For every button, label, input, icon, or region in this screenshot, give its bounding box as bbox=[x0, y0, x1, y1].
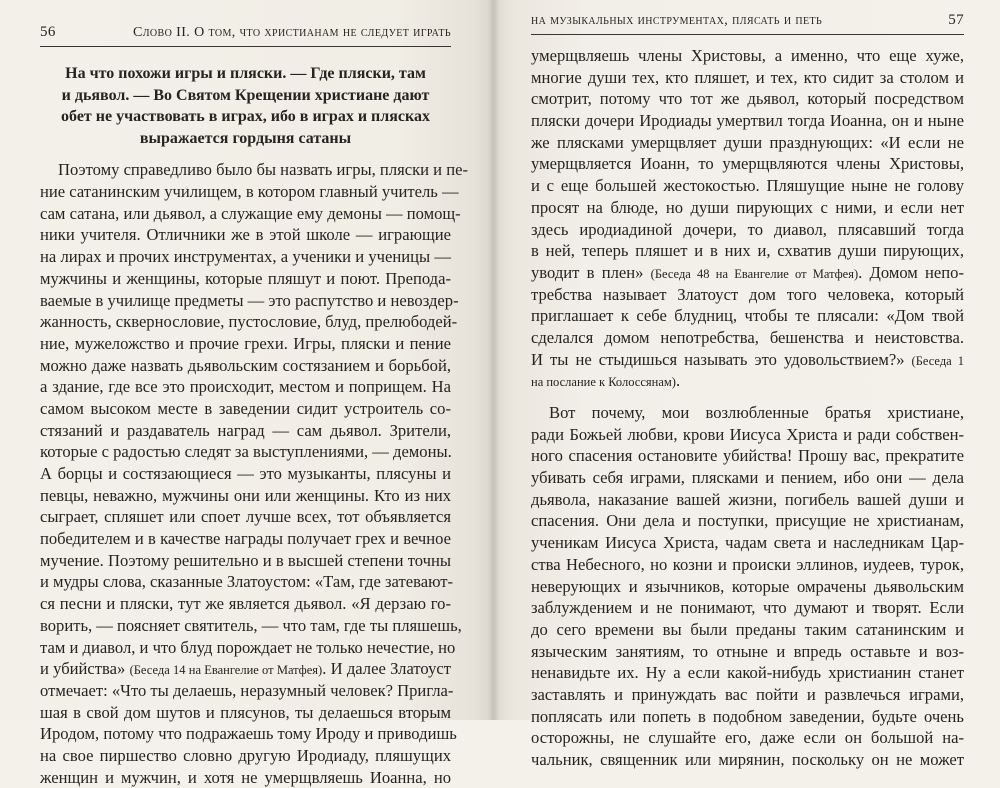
text-line: неверующих и язычников, которые омрачены дьявольским bbox=[531, 576, 964, 596]
text-line: ся песни и пляски, тут же является дьявол. «Я дерзаю го- bbox=[40, 594, 451, 614]
text-fragment: И ты не стыдишься называть это удовольствием?» bbox=[531, 349, 905, 369]
text-line: ненавидьте их. Ну а если какой-нибудь христианин станет bbox=[531, 663, 964, 683]
section-heading bbox=[48, 63, 443, 149]
right-running-title: на музыкальных инструментах, плясать и петь bbox=[531, 13, 823, 28]
text-line: Поэтому справедливо было бы назвать игры, пляски и пе- bbox=[58, 160, 468, 180]
text-line: и мудры слова, сказанные Златоустом: «Там, где затевают- bbox=[40, 572, 454, 592]
text-line: мужчины и женщины, которые пляшут и поют. Препода- bbox=[40, 268, 451, 288]
text-line: убивать себя играми, плясками и пением, ибо они — дела bbox=[531, 468, 964, 488]
text-line: сыграет, спляшет или споет лучше всех, тот объявляется bbox=[40, 507, 451, 527]
text-line: победителем и в качестве награды получает грех и вечное bbox=[40, 529, 451, 549]
text-line: Вот почему, мои возлюбленные братья христиане, bbox=[549, 403, 964, 422]
text-line-with-reference bbox=[531, 349, 964, 371]
left-body-text bbox=[40, 159, 468, 788]
text-fragment: уводит в плен» bbox=[531, 262, 644, 282]
right-page-number: 57 bbox=[948, 12, 964, 28]
text-line: требства называет Златоуст дом того человека, который bbox=[531, 284, 964, 304]
citation-line bbox=[531, 370, 964, 392]
text-line: ние, мужеложство и прочие грехи. Игры, пляски и пение bbox=[40, 333, 451, 353]
heading-line: обет не участвовать в играх, ибо в играх и плясках bbox=[61, 108, 430, 126]
text-line: на свое пиршество словно другую Иродиаду, пляшущих bbox=[40, 745, 451, 765]
text-line: ного спасения остановите убийства! Прошу вас, прекратите bbox=[531, 446, 964, 466]
citation-reference: на послание к Колоссянам) bbox=[531, 375, 676, 390]
text-line: сам сатана, или дьявол, а служащие ему демоны — помощ- bbox=[40, 203, 461, 223]
text-fragment: . bbox=[675, 371, 681, 391]
text-line: ворить, — поясняет святитель, — что там, где ты пляшешь, bbox=[40, 615, 462, 635]
left-running-head bbox=[40, 24, 451, 47]
heading-line: На что похожи игры и пляски. — Где пляски, там bbox=[65, 65, 426, 82]
right-body-text bbox=[531, 45, 964, 771]
heading-line: и дьявол. — Во Святом Крещении христиане дают bbox=[61, 86, 430, 104]
text-line: певцы, неважно, мужчины они или женщины. Кто из них bbox=[40, 485, 451, 505]
text-line: заблуждением и не понимают, что думают и творят. Если bbox=[531, 598, 964, 618]
text-line-with-reference bbox=[531, 262, 964, 284]
text-line: чальник, священник или мирянин, поскольку он не может bbox=[531, 750, 964, 769]
text-line: стязаний и раздаватель наград — сам дьявол. Зрители, bbox=[40, 420, 451, 440]
citation-reference: (Беседа 14 на Евангелие от Матфея) bbox=[129, 663, 323, 678]
text-line: ники учителя. Отличники же в этой школе — играющие bbox=[40, 225, 451, 245]
text-line: до сего времени вы были преданы таким сатанинским и bbox=[531, 619, 964, 639]
text-line: можно даже назвать дьявольским состязанием и борьбой, bbox=[40, 355, 451, 375]
text-line: осторожны, не слушайте его, даже если он большой на- bbox=[531, 728, 964, 748]
paragraph-gap bbox=[531, 392, 964, 402]
text-line: умерщвляется Иоанн, то умерщвляются члены Христовы, bbox=[531, 154, 964, 174]
text-line: умерщвляешь члены Христовы, а именно, что еще хуже, bbox=[531, 46, 964, 65]
text-line: ради Божьей любви, крови Иисуса Христа и ради собствен- bbox=[531, 424, 964, 444]
text-line: приглашает к себе блудниц, чтобы те плясали: «Дом твой bbox=[531, 306, 964, 326]
text-line: которые с радостью следят за выступлениями, — демоны. bbox=[40, 442, 452, 462]
text-line: смотрит, потому что тот же дьявол, который посредством bbox=[531, 89, 964, 109]
right-page bbox=[493, 0, 1000, 769]
text-line: Иродом, потому что подражаешь тому Ироду и приводишь bbox=[40, 724, 457, 744]
text-line: жанность, сквернословие, пустословие, блуд, прелюбодей- bbox=[40, 312, 458, 332]
text-line: самом высоком месте в заведении сидит устроитель со- bbox=[40, 398, 451, 418]
text-line: А борцы и состязающиеся — это музыканты, плясуны и bbox=[40, 464, 451, 483]
text-line: ваемые в училище предметы — это распутство и невоздер- bbox=[40, 290, 459, 310]
text-line: сделался домом непотребства, бешенства и неистовства. bbox=[531, 327, 964, 347]
left-page bbox=[0, 0, 493, 787]
text-fragment: и убийства» bbox=[40, 659, 126, 679]
text-line: ства Небесного, но козни и происки эллинов, иудеев, турок, bbox=[531, 554, 964, 574]
text-line: мучение. Поэтому решительно и в высшей степени точны bbox=[40, 550, 451, 570]
right-running-head bbox=[531, 12, 964, 35]
text-fragment: . Домом непо- bbox=[858, 262, 964, 282]
text-line: просят на блюде, но души пирующих с ними, и если нет bbox=[531, 197, 964, 217]
text-line: же плясками умерщвляет души празднующих: «И если не bbox=[531, 132, 964, 152]
text-fragment: . И далее Златоуст bbox=[322, 659, 451, 679]
text-line: в ней, теперь пляшет и в них и, схватив души пирующих, bbox=[531, 241, 964, 261]
book-gutter bbox=[488, 0, 500, 720]
text-line: поплясать или попеть в подобном заведении, будьте очень bbox=[531, 706, 964, 726]
text-line: там и диавол, и что блуд порождает не только нечестие, но bbox=[40, 637, 456, 657]
citation-reference: (Беседа 48 на Евангелие от Матфея) bbox=[650, 266, 859, 281]
text-line-with-reference bbox=[40, 658, 451, 680]
left-running-title: Слово II. О том, что христианам не следует играть bbox=[133, 25, 451, 40]
text-line: здесь иродиадиной дочери, то диавол, плясавший тогда bbox=[531, 219, 964, 239]
text-line: спасения. Они дела и поступки, присущие не христианам, bbox=[531, 511, 964, 531]
text-line: дьявола, наказание вашей жизни, погибель вашей души и bbox=[531, 489, 964, 509]
text-line: шая в свой дом шутов и плясунов, ты делаешься вторым bbox=[40, 702, 451, 722]
text-line: и с еще большей жестокостью. Пляшущие ныне не голову bbox=[531, 176, 964, 196]
text-line: языческим занятиям, то отныне и впредь оставьте и воз- bbox=[531, 641, 964, 661]
text-line: заставлять и принуждать вас пойти и развлечься играми, bbox=[531, 684, 964, 704]
text-line: на лирах и прочих инструментах, а ученики и ученицы — bbox=[40, 247, 451, 267]
text-line: ние сатанинским училищем, в котором главный учитель — bbox=[40, 182, 459, 202]
text-line: а здание, где все это происходит, местом и поприщем. На bbox=[40, 377, 451, 397]
text-line: пляски дочери Иродиады умертвил тогда Иоанна, он и ныне bbox=[531, 111, 964, 131]
heading-line: выражается гордыня сатаны bbox=[139, 129, 352, 147]
citation-reference: (Беседа 1 bbox=[911, 353, 964, 368]
text-line: женщин и мужчин, и хотя не умерщвляешь Иоанна, но bbox=[40, 767, 451, 787]
left-page-number: 56 bbox=[40, 24, 56, 40]
text-line: отмечает: «Что ты делаешь, неразумный человек? Пригла- bbox=[40, 680, 454, 700]
text-line: ученикам Иисуса Христа, чадам света и наследникам Цар- bbox=[531, 533, 964, 553]
text-line: многие души тех, кто пляшет, и тех, кто сидит за столом и bbox=[531, 67, 964, 87]
